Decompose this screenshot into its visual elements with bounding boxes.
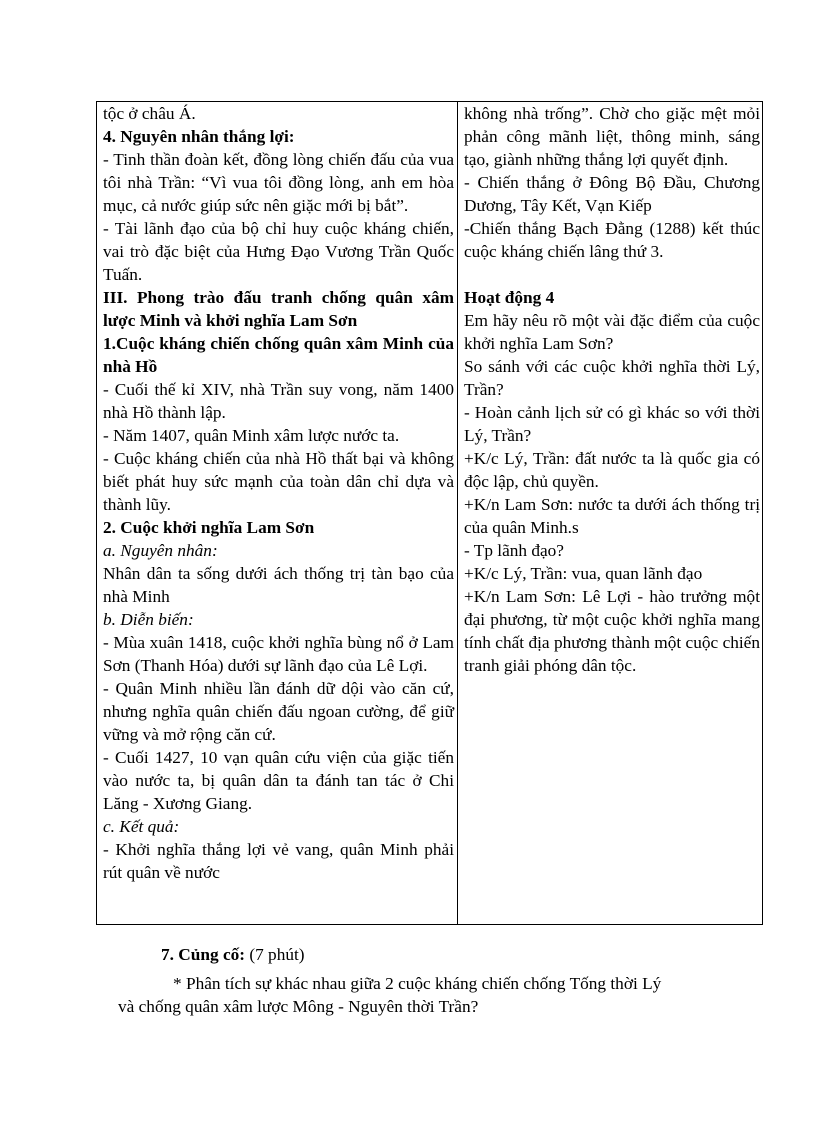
- paragraph: - Mùa xuân 1418, cuộc khởi nghĩa bùng nổ ở Lam Sơn (Thanh Hóa) dưới sự lãnh đạo của Lê Lợi.: [103, 633, 454, 675]
- paragraph: +K/n Lam Sơn: Lê Lợi - hào trưởng một đại phương, từ một cuộc khởi nghĩa mang tính chất địa phương thành một cuộc chiến tranh giải phóng dân tộc.: [464, 587, 760, 675]
- paragraph: 1.Cuộc kháng chiến chống quân xâm Minh của nhà Hồ: [103, 334, 454, 376]
- paragraph: tộc ở châu Á.: [103, 104, 196, 123]
- paragraph: +K/n Lam Sơn: nước ta dưới ách thống trị của quân Minh.s: [464, 495, 760, 537]
- review-heading: [161, 943, 305, 966]
- paragraph: III. Phong trào đấu tranh chống quân xâm lược Minh và khởi nghĩa Lam Sơn: [103, 288, 454, 330]
- paragraph: - Hoàn cảnh lịch sử có gì khác so với thời Lý, Trần?: [464, 403, 760, 445]
- paragraph: - Cuối thế kỉ XIV, nhà Trần suy vong, năm 1400 nhà Hồ thành lập.: [103, 380, 454, 422]
- paragraph: b. Diễn biến:: [103, 610, 194, 629]
- paragraph: +K/c Lý, Trần: vua, quan lãnh đạo: [464, 564, 703, 583]
- spacer: [464, 263, 760, 286]
- paragraph: - Tài lãnh đạo của bộ chỉ huy cuộc kháng chiến, vai trò đặc biệt của Hưng Đạo Vương Trần Quốc Tuấn.: [103, 219, 454, 284]
- lesson-table: [96, 101, 763, 925]
- paragraph: không nhà trống”. Chờ cho giặc mệt mỏi phản công mãnh liệt, thông minh, sáng tạo, giành những thắng lợi quyết định.: [464, 104, 760, 169]
- paragraph: So sánh với các cuộc khởi nghĩa thời Lý, Trần?: [464, 357, 760, 399]
- paragraph: 2. Cuộc khởi nghĩa Lam Sơn: [103, 518, 315, 537]
- paragraph: - Cuối 1427, 10 vạn quân cứu viện của giặc tiến vào nước ta, bị quân dân ta đánh tan tác ở Chi Lăng - Xương Giang.: [103, 748, 454, 813]
- paragraph: -Chiến thắng Bạch Đằng (1288) kết thúc cuộc kháng chiến lâng thứ 3.: [464, 219, 760, 261]
- review-question-line-1: * Phân tích sự khác nhau giữa 2 cuộc kháng chiến chống Tống thời Lý: [173, 974, 662, 993]
- paragraph: Nhân dân ta sống dưới ách thống trị tàn bạo của nhà Minh: [103, 564, 454, 606]
- paragraph: - Khởi nghĩa thắng lợi vẻ vang, quân Minh phải rút quân về nước: [103, 840, 454, 882]
- activity-column: [458, 102, 762, 924]
- content-column: [97, 102, 458, 924]
- paragraph: Em hãy nêu rõ một vài đặc điểm của cuộc khởi nghĩa Lam Sơn?: [464, 311, 760, 353]
- paragraph: - Quân Minh nhiều lần đánh dữ dội vào căn cứ, nhưng nghĩa quân chiến đấu ngoan cường, để giữ vững và mở rộng căn cứ.: [103, 679, 454, 744]
- paragraph: c. Kết quả:: [103, 817, 180, 836]
- review-heading-label: 7. Củng cố:: [161, 945, 246, 964]
- paragraph: - Chiến thắng ở Đông Bộ Đầu, Chương Dương, Tây Kết, Vạn Kiếp: [464, 173, 760, 215]
- paragraph: 4. Nguyên nhân thắng lợi:: [103, 127, 295, 146]
- paragraph: - Tp lãnh đạo?: [464, 541, 564, 560]
- review-question-line-2: và chống quân xâm lược Mông - Nguyên thời Trần?: [118, 997, 479, 1016]
- paragraph: - Cuộc kháng chiến của nhà Hồ thất bại và không biết phát huy sức mạnh của toàn dân chỉ dựa và thành lũy.: [103, 449, 454, 514]
- paragraph: +K/c Lý, Trần: đất nước ta là quốc gia có độc lập, chủ quyền.: [464, 449, 760, 491]
- paragraph: - Năm 1407, quân Minh xâm lược nước ta.: [103, 426, 400, 445]
- paragraph: Hoạt động 4: [464, 288, 555, 307]
- paragraph: a. Nguyên nhân:: [103, 541, 218, 560]
- paragraph: - Tinh thần đoàn kết, đồng lòng chiến đấu của vua tôi nhà Trần: “Vì vua tôi đồng lòng, anh em hòa mục, cả nước giúp sức nên giặc mới bị bắt”.: [103, 150, 454, 215]
- review-time: (7 phút): [245, 945, 305, 964]
